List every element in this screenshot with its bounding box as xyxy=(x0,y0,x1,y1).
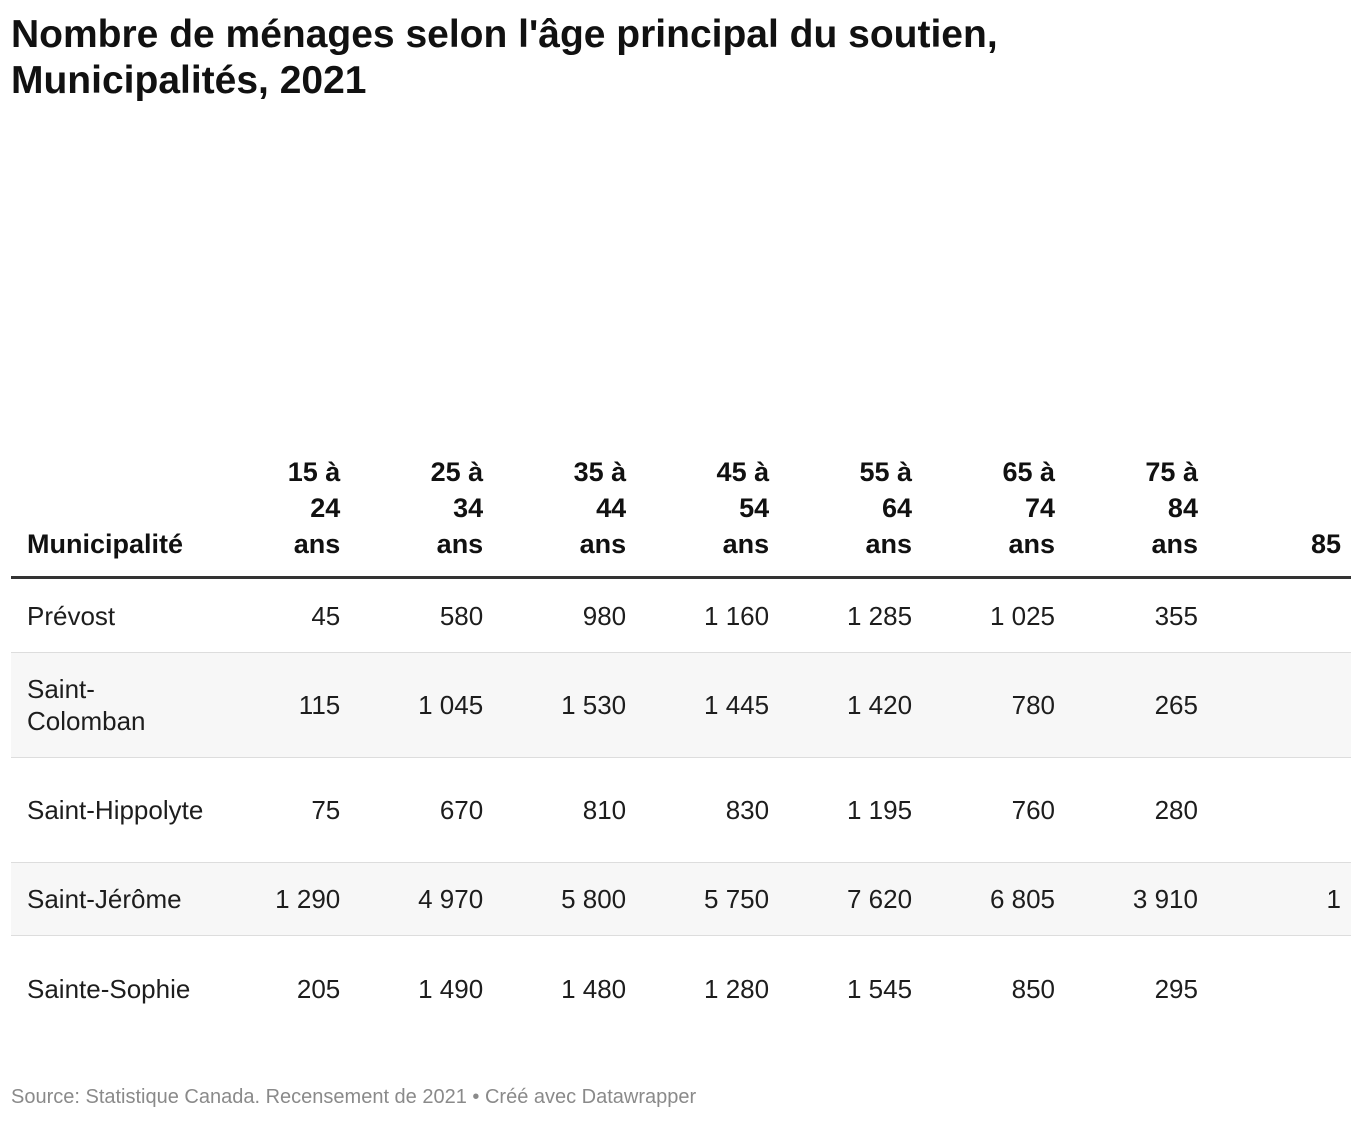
cell-municipalite: Saint-Hippolyte xyxy=(11,758,207,863)
cell-value: 1 xyxy=(1208,863,1351,936)
cell-value: 280 xyxy=(1065,758,1208,863)
cell-value: 75 xyxy=(207,758,350,863)
cell-value: 115 xyxy=(207,653,350,758)
cell-value: 205 xyxy=(207,936,350,1043)
chart-title: Nombre de ménages selon l'âge principal du soutien, Municipalités, 2021 xyxy=(11,13,998,102)
table-row xyxy=(11,653,1351,758)
column-header-15-24[interactable]: 15 à 24 ans xyxy=(207,448,350,578)
table-row xyxy=(11,936,1351,1043)
cell-value: 1 195 xyxy=(779,758,922,863)
cell-value: 7 620 xyxy=(779,863,922,936)
table-row xyxy=(11,863,1351,936)
cell-value: 295 xyxy=(1065,936,1208,1043)
cell-municipalite: Saint-Jérôme xyxy=(11,863,207,936)
cell-value: 1 045 xyxy=(350,653,493,758)
cell-value xyxy=(1208,653,1351,758)
table-row xyxy=(11,758,1351,863)
cell-municipalite: Prévost xyxy=(11,578,207,653)
cell-municipalite: Sainte-Sophie xyxy=(11,936,207,1043)
data-table xyxy=(11,448,1351,1042)
cell-value: 1 480 xyxy=(493,936,636,1043)
cell-value: 830 xyxy=(636,758,779,863)
cell-value: 810 xyxy=(493,758,636,863)
cell-value: 5 750 xyxy=(636,863,779,936)
cell-value: 1 280 xyxy=(636,936,779,1043)
column-header-municipalite[interactable]: Municipalité xyxy=(11,448,207,578)
column-header-35-44[interactable]: 35 à 44 ans xyxy=(493,448,636,578)
cell-value: 780 xyxy=(922,653,1065,758)
table-row xyxy=(11,578,1351,653)
cell-value: 980 xyxy=(493,578,636,653)
cell-value: 1 445 xyxy=(636,653,779,758)
cell-value: 580 xyxy=(350,578,493,653)
cell-value: 1 420 xyxy=(779,653,922,758)
cell-value: 760 xyxy=(922,758,1065,863)
cell-value: 1 490 xyxy=(350,936,493,1043)
cell-municipalite: Saint-Colomban xyxy=(11,653,207,758)
cell-value: 670 xyxy=(350,758,493,863)
cell-value: 850 xyxy=(922,936,1065,1043)
column-header-75-84[interactable]: 75 à 84 ans xyxy=(1065,448,1208,578)
column-header-85-plus[interactable]: 85 xyxy=(1208,448,1351,578)
column-header-25-34[interactable]: 25 à 34 ans xyxy=(350,448,493,578)
cell-value: 265 xyxy=(1065,653,1208,758)
data-table-container[interactable] xyxy=(11,448,1341,1048)
cell-value xyxy=(1208,578,1351,653)
cell-value: 355 xyxy=(1065,578,1208,653)
cell-value: 1 025 xyxy=(922,578,1065,653)
cell-value: 1 545 xyxy=(779,936,922,1043)
cell-value: 1 160 xyxy=(636,578,779,653)
cell-value xyxy=(1208,936,1351,1043)
cell-value xyxy=(1208,758,1351,863)
cell-value: 4 970 xyxy=(350,863,493,936)
cell-value: 5 800 xyxy=(493,863,636,936)
cell-value: 1 290 xyxy=(207,863,350,936)
cell-value: 6 805 xyxy=(922,863,1065,936)
cell-value: 1 285 xyxy=(779,578,922,653)
source-footer: Source: Statistique Canada. Recensement de 2021 • Créé avec Datawrapper xyxy=(11,1086,697,1108)
cell-value: 3 910 xyxy=(1065,863,1208,936)
column-header-55-64[interactable]: 55 à 64 ans xyxy=(779,448,922,578)
cell-value: 1 530 xyxy=(493,653,636,758)
cell-value: 45 xyxy=(207,578,350,653)
header-row xyxy=(11,448,1351,578)
column-header-65-74[interactable]: 65 à 74 ans xyxy=(922,448,1065,578)
column-header-45-54[interactable]: 45 à 54 ans xyxy=(636,448,779,578)
